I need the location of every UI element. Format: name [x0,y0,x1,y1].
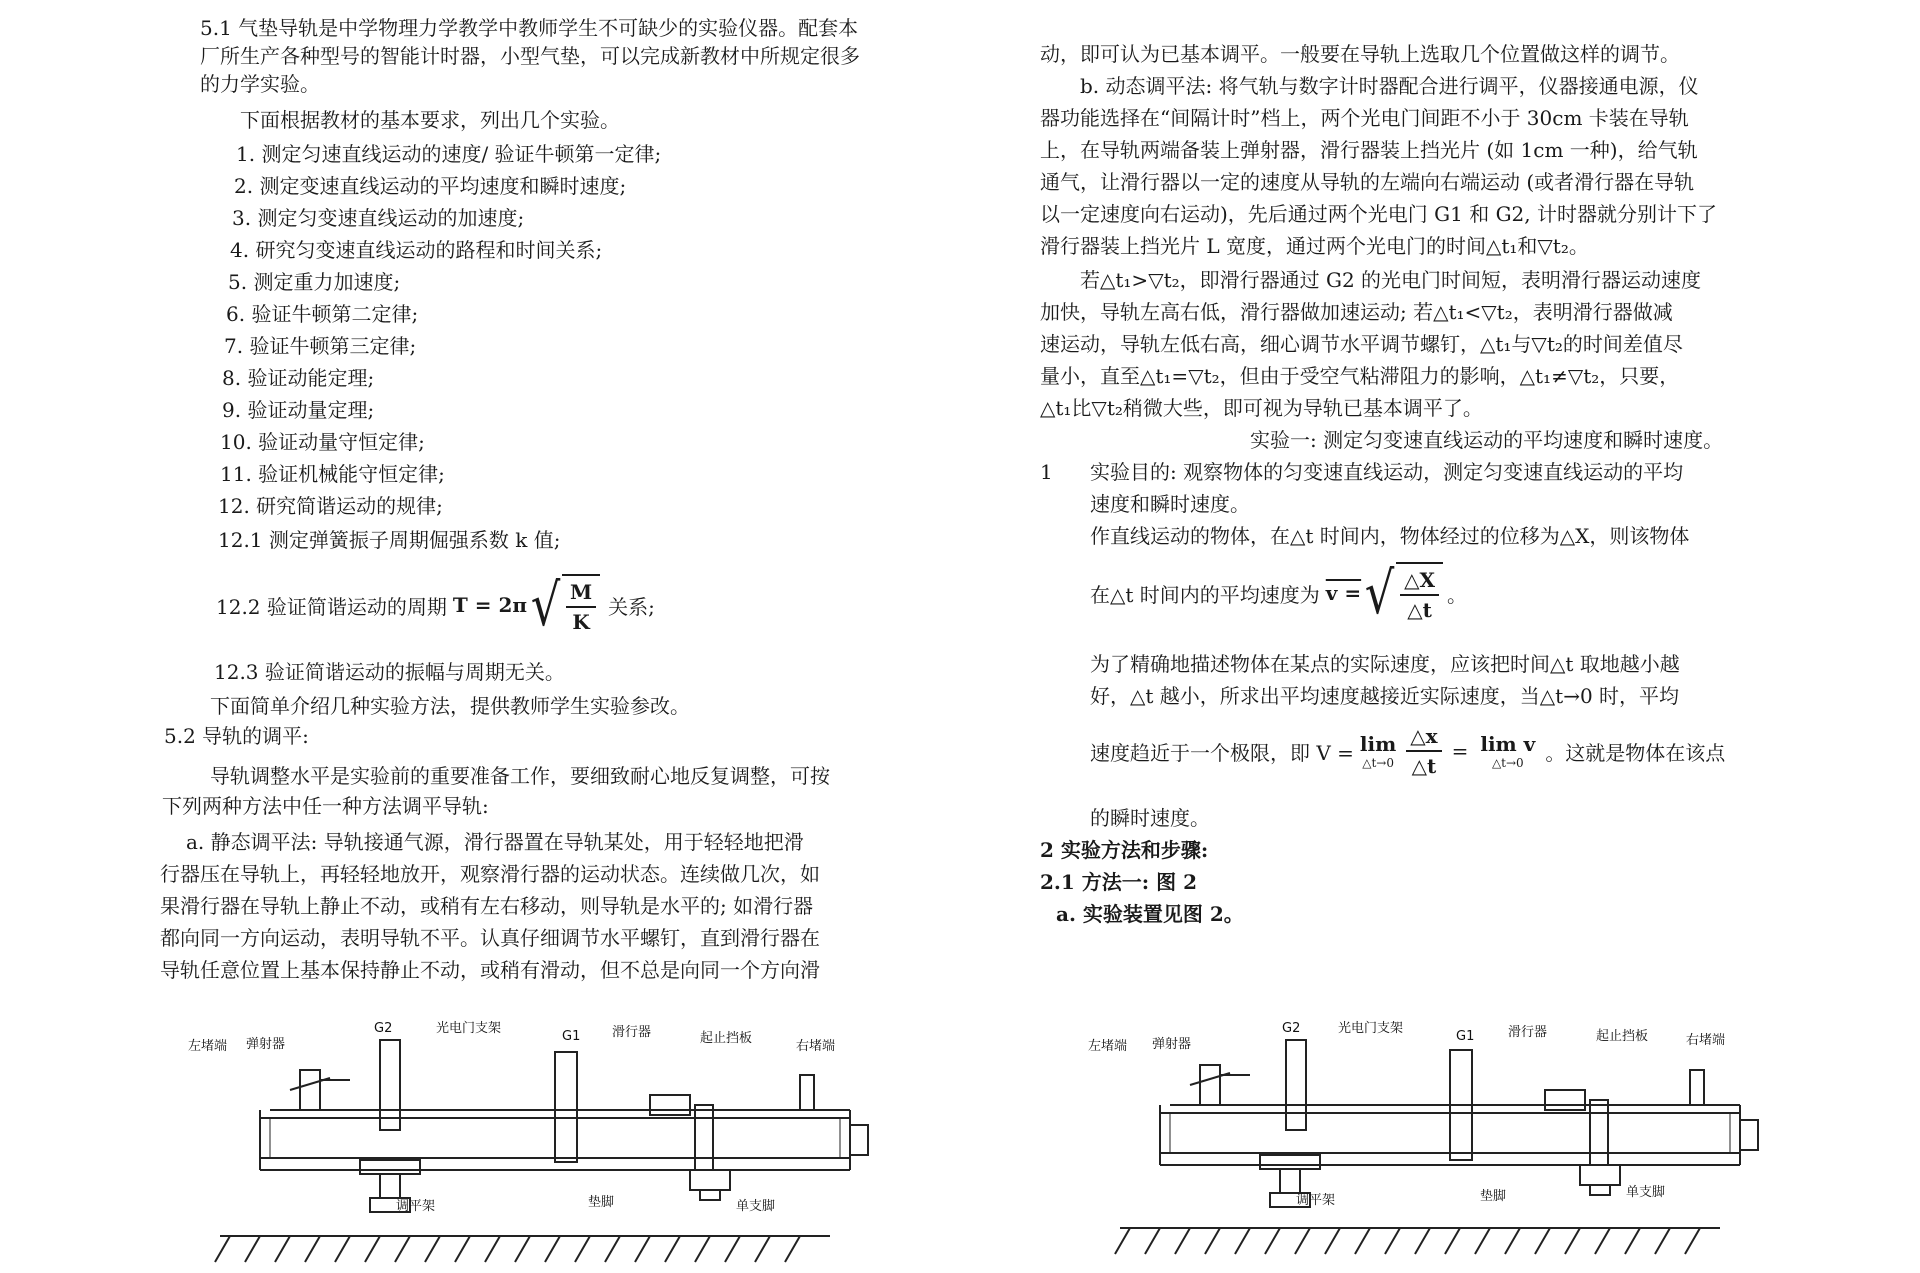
label-left-end: 左堵端 [188,1039,228,1054]
formula-suffix: 关系; [608,594,655,619]
level-para-1: 导轨调整水平是实验前的重要准备工作，要细致耐心地反复调整，可按 [210,764,830,788]
list-item: 12. 研究简谐运动的规律; [218,494,443,518]
label-single-foot: 单支脚 [1626,1185,1666,1200]
lim2-under: △t→0 [1491,756,1524,770]
list-item: 11. 验证机械能守恒定律; [220,462,445,486]
judge-para: △t₁比▽t₂稍微大些，即可视为导轨已基本调平了。 [1040,396,1483,420]
label-launcher: 弹射器 [1152,1037,1192,1052]
purpose-line: 实验目的: 观察物体的匀变速直线运动，测定匀变速直线运动的平均 [1090,460,1684,484]
intro-line-3: 的力学实验。 [200,72,320,96]
section-2: 2 实验方法和步骤: [1040,838,1209,862]
level-para-2: 下列两种方法中任一种方法调平导轨: [162,794,489,818]
list-item: 10. 验证动量守恒定律; [220,430,425,454]
label-stop-plate: 起止挡板 [1596,1029,1649,1044]
air-track-diagram-right [1060,1010,1760,1270]
list-item: 9. 验证动量定理; [222,398,375,422]
precise-para: 好，△t 越小，所求出平均速度越接近实际速度，当△t→0 时，平均 [1090,684,1680,708]
lim-eq: = [1451,739,1469,763]
period-formula-line [216,571,655,639]
precise-para: 为了精确地描述物体在某点的实际速度，应该把时间△t 取地越小越 [1090,652,1680,676]
avg-v: v = [1325,581,1362,605]
static-para: 导轨任意位置上基本保持静止不动，或稍有滑动，但不总是向同一个方向滑 [160,958,820,982]
list-item: 2. 测定变速直线运动的平均速度和瞬时速度; [234,174,627,198]
judge-para: 量小，直至△t₁=▽t₂，但由于受空气粘滞阻力的影响，△t₁≠▽t₂，只要， [1040,364,1680,388]
label-right-end: 右堵端 [796,1039,836,1054]
section-2-1a: a. 实验装置见图 2。 [1056,902,1244,926]
lim2-word: lim v [1480,732,1536,756]
list-item: 6. 验证牛顿第二定律; [226,302,419,326]
label-g1: G1 [562,1029,581,1044]
label-pad-foot: 垫脚 [588,1195,615,1210]
purpose-line: 作直线运动的物体，在△t 时间内，物体经过的位移为△X，则该物体 [1090,524,1690,548]
list-item: 12.1 测定弹簧振子周期倔强系数 k 值; [218,528,561,552]
list-item: 8. 验证动能定理; [222,366,375,390]
label-left-end: 左堵端 [1088,1039,1128,1054]
limit-formula [1090,722,1725,780]
label-stop-plate: 起止挡板 [700,1031,753,1046]
label-right-end: 右堵端 [1686,1033,1726,1048]
dynamic-para: 通气，让滑行器以一定的速度从导轨的左端向右端运动 (或者滑行器在导轨 [1040,170,1695,194]
judge-para: 速运动，导轨左低右高，细心调节水平调节螺钉，△t₁与▽t₂的时间差值尽 [1040,332,1683,356]
label-gate-bracket: 光电门支架 [436,1021,502,1036]
formula-num: M [566,578,596,608]
dynamic-para: 器功能选择在“间隔计时”档上，两个光电门间距不小于 30cm 卡装在导轨 [1040,106,1689,130]
lim-prefix: 速度趋近于一个极限，即 V = [1090,740,1354,765]
dynamic-para: 以一定速度向右运动)，先后通过两个光电门 G1 和 G2, 计时器就分别计下了 [1040,202,1717,226]
list-item: 7. 验证牛顿第三定律; [224,334,417,358]
methods-intro: 下面简单介绍几种实验方法，提供教师学生实验参改。 [210,694,690,718]
formula-prefix: 12.2 验证简谐运动的周期 [216,594,447,619]
air-track-diagram-left [150,1010,870,1270]
lim-num: △x [1406,722,1441,752]
left-column [0,0,860,1273]
label-single-foot: 单支脚 [736,1199,776,1214]
lim-word: lim [1359,732,1397,756]
list-item: 3. 测定匀变速直线运动的加速度; [232,206,525,230]
label-slider: 滑行器 [1508,1025,1548,1040]
section-5-2: 5.2 导轨的调平: [164,724,309,748]
exp1-title: 实验一: 测定匀变速直线运动的平均速度和瞬时速度。 [1250,428,1724,452]
sqrt-symbol: √ $\frac{M}{K}$ [527,574,600,636]
intro-line-1: 5.1 气垫导轨是中学物理力学教学中教师学生不可缺少的实验仪器。配套本 [200,16,859,40]
section-2-1: 2.1 方法一: 图 2 [1040,870,1197,894]
static-para: 果滑行器在导轨上静止不动，或稍有左右移动，则导轨是水平的; 如滑行器 [160,894,814,918]
static-para: a. 静态调平法: 导轨接通气源，滑行器置在导轨某处，用于轻轻地把滑 [186,830,804,854]
static-para: 都向同一方向运动，表明导轨不平。认真仔细调节水平螺钉，直到滑行器在 [160,926,820,950]
purpose-line: 速度和瞬时速度。 [1090,492,1250,516]
label-g2: G2 [1282,1021,1301,1036]
right-column [960,0,1726,1273]
static-para: 行器压在导轨上，再轻轻地放开，观察滑行器的运动状态。连续做几次，如 [160,862,820,886]
cont-line: 动，即可认为已基本调平。一般要在导轨上选取几个位置做这样的调节。 [1040,42,1680,66]
label-level-frame: 调平架 [1296,1193,1336,1208]
label-g2: G2 [374,1021,393,1036]
label-level-frame: 调平架 [396,1199,436,1214]
avg-num: △X [1400,566,1439,596]
formula-lhs: T = 2π [452,593,528,617]
dynamic-para: 滑行器装上挡光片 L 宽度，通过两个光电门的时间△t₁和▽t₂。 [1040,234,1589,258]
list-intro: 下面根据教材的基本要求，列出几个实验。 [240,108,620,132]
label-pad-foot: 垫脚 [1480,1189,1507,1204]
avg-den: △t [1407,598,1432,622]
dynamic-para: 上，在导轨两端备装上弹射器，滑行器装上挡光片 (如 1cm 一种)，给气轨 [1040,138,1698,162]
lim-den: △t [1411,754,1437,778]
lim2-block [1480,732,1535,770]
purpose-num: 1 [1040,460,1053,484]
lim-under: △t→0 [1362,756,1394,770]
list-item: 1. 测定匀速直线运动的速度/ 验证牛顿第一定律; [236,142,662,166]
avg-prefix: 在△t 时间内的平均速度为 [1090,582,1320,607]
item-12-3: 12.3 验证简谐运动的振幅与周期无关。 [214,660,565,684]
intro-line-2: 厂所生产各种型号的智能计时器，小型气垫，可以完成新教材中所规定很多 [200,44,860,68]
list-item: 4. 研究匀变速直线运动的路程和时间关系; [230,238,603,262]
lim-block [1360,732,1396,770]
avg-suffix: 。 [1447,582,1467,607]
label-g1: G1 [1456,1029,1475,1044]
lim-suffix: 。这就是物体在该点 [1545,740,1726,765]
sqrt-symbol: √ $\frac{\triangle X}{\triangle t}$ [1361,562,1443,624]
judge-para: 加快，导轨左高右低，滑行器做加速运动; 若△t₁<▽t₂，表明滑行器做减 [1040,300,1673,324]
list-item: 5. 测定重力加速度; [228,270,401,294]
avg-velocity-formula [1090,559,1467,627]
formula-den: K [572,610,590,634]
label-gate-bracket: 光电门支架 [1338,1021,1404,1036]
instant-line: 的瞬时速度。 [1090,806,1210,830]
dynamic-para: b. 动态调平法: 将气轨与数字计时器配合进行调平，仪器接通电源，仪 [1080,74,1699,98]
label-launcher: 弹射器 [246,1037,286,1052]
label-slider: 滑行器 [612,1025,652,1040]
judge-para: 若△t₁>▽t₂，即滑行器通过 G2 的光电门时间短，表明滑行器运动速度 [1080,268,1702,292]
